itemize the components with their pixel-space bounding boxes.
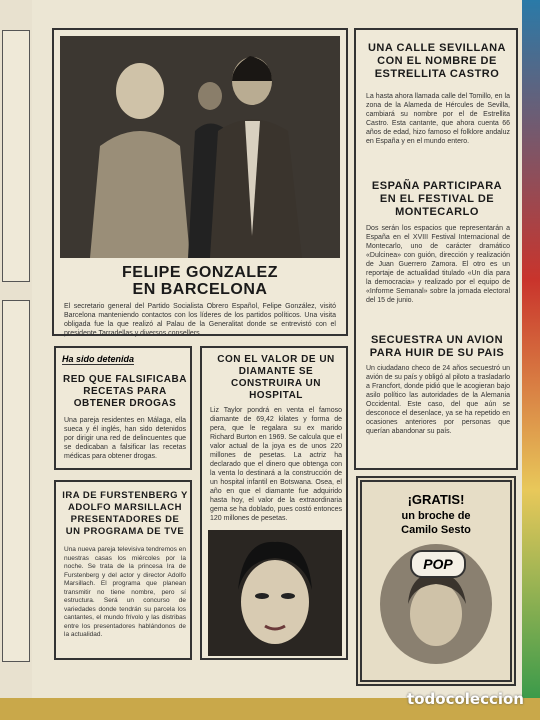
detenida-tag: Ha sido detenida — [62, 354, 135, 364]
detenida-headline: RED QUE FALSIFICABA RECETAS PARA OBTENER DROGAS — [63, 374, 187, 409]
avion-headline: SECUESTRA UN AVION PARA HUIR DE SU PAIS — [369, 334, 505, 359]
promo-line1: un broche de — [401, 510, 471, 522]
portrait-illustration — [208, 530, 342, 656]
main-photo — [60, 36, 340, 258]
calle-body: La hasta ahora llamada calle del Tomillo, en la zona de la Alameda de Hércules de Sevilla, cambiará su nombre por el de Estrellita Castro. Esta cantante, que ahora cuenta 66 años de edad, hizo famoso el folklore andaluz en España y en el mundo entero. — [366, 93, 510, 145]
detenida-article — [54, 346, 192, 470]
promo-line2: Camilo Sesto — [401, 524, 471, 536]
main-article — [52, 28, 348, 336]
photo-illustration — [60, 36, 340, 258]
promo-coupon — [356, 476, 516, 686]
promo-brooch — [380, 544, 492, 664]
left-page-column — [2, 30, 30, 282]
taylor-article — [200, 346, 348, 660]
taylor-body: Liz Taylor pondrá en venta el famoso diamante de 69,42 kilates y forma de pera, que le regalara su ex marido Richard Burton en 1969. Se calcula que el valor actual de la joya es de unos 220 millones de pesetas. La actriz ha declarado que el dinero que obtenga con la venta lo destinará a la construcción de un hospital infantil en Botswana. Osea, el año en que el diamante fue adquirido hasta hoy, el valor de la extraordinaria gema se ha doblado, pues costó entonces 120 millones de pesetas. — [210, 407, 342, 522]
taylor-headline: CON EL VALOR DE UN DIAMANTE SE CONSTRUIRA UN HOSPITAL — [217, 354, 335, 401]
espana-body: Dos serán los espacios que representarán a España en el XVIII Festival Internacional de Montecarlo, uno de carácter dramático «Dulcinea» con guión, dirección y realización de Juan Guerrero Zamora. El otro es un reportaje de actualidad titulado «Un día para la democracia» y realizado por el equipo de «Informe Semanal» sobre la jornada electoral del 15 de junio. — [366, 225, 510, 304]
adjacent-page-left — [0, 0, 33, 700]
watermark: todocoleccion — [407, 690, 524, 708]
taylor-photo — [208, 530, 342, 656]
furstenberg-body: Una nueva pareja televisiva tendremos en nuestras casas los miércoles por la noche. Se trata de la princesa Ira de Furstenberg y del actor y director Adolfo Marsillach. El programa que planean transmitir no tiene nombre, pero sí estructura. Será un concurso de variedades donde tendrán su parcela los cantantes, el mundo frívolo y las distribas entre los presentadores hablándonos de la actualidad. — [64, 546, 186, 638]
magazine-page — [32, 0, 522, 698]
main-headline: FELIPE GONZALEZ EN BARCELONA — [122, 264, 278, 298]
avion-body: Un ciudadano checo de 24 años secuestró un avión de su país y obligó al piloto a trasladarlo a Francfort, donde pidió que le acogieran bajo asilo político las autoridades de la Alemania Occidental. Este caso, del que aún se desconoce el desenlace, ya se ha repetido en ocasiones anteriores por personas que querían abandonar su país. — [366, 365, 510, 435]
adjacent-cover-right — [522, 0, 540, 700]
left-page-column-lower — [2, 300, 30, 662]
espana-headline: ESPAÑA PARTICIPARA EN EL FESTIVAL DE MONTECARLO — [371, 180, 503, 218]
furstenberg-headline: IRA DE FURSTENBERG Y ADOLFO MARSILLACH PRESENTADORES DE UN PROGRAMA DE TVE — [62, 490, 188, 537]
main-caption: El secretario general del Partido Socialista Obrero Español, Felipe González, visitó Barcelona manteniendo contactos con los líderes de los partidos políticos. Una visita obligada fue la que realizó al Palau de la Generalitat donde se entrevistó con el presidente Tarradellas y diversos consellers. — [64, 303, 336, 337]
pop-badge: POP — [410, 550, 466, 578]
right-column-box — [354, 28, 518, 470]
furstenberg-article — [54, 480, 192, 660]
calle-headline: UNA CALLE SEVILLANA CON EL NOMBRE DE ESTRELLITA CASTRO — [367, 42, 507, 80]
promo-gratis: ¡GRATIS! — [407, 492, 465, 507]
detenida-body: Una pareja residentes en Málaga, ella sueca y él inglés, han sido detenidos por dirigir una red de delincuentes que se dedicaban a falsificar las recetas médicas para obtener drogas. — [64, 417, 186, 460]
